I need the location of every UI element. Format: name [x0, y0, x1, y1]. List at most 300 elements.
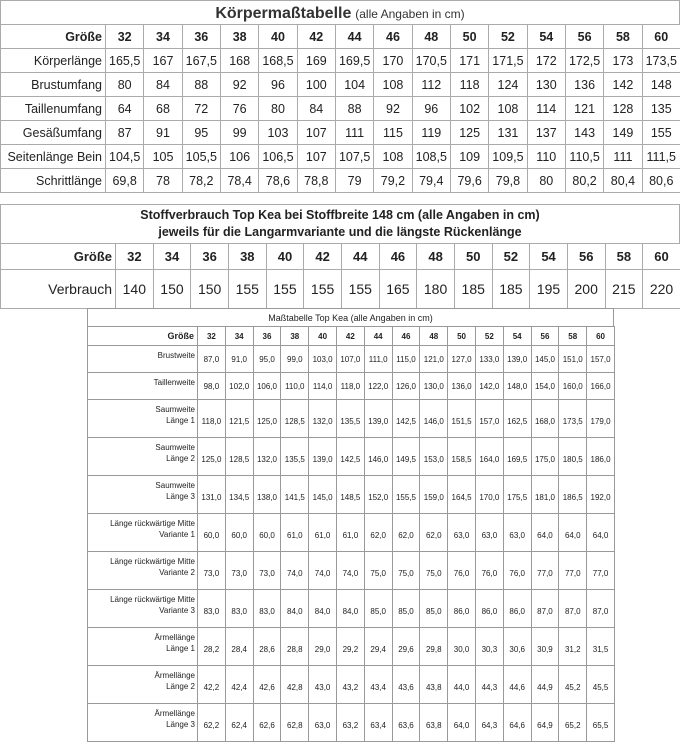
- value-cell: 78,6: [259, 169, 297, 193]
- value-cell: 124: [489, 73, 527, 97]
- value-cell: 73,0: [253, 552, 281, 590]
- row-label-line2: Länge 1: [88, 643, 195, 654]
- row-label-line1: Ärmellänge: [88, 670, 195, 681]
- value-cell: 112: [412, 73, 450, 97]
- row-label-line2: Variante 1: [88, 529, 195, 540]
- value-cell: 45,2: [559, 666, 587, 704]
- value-cell: 155: [266, 270, 304, 309]
- value-cell: 45,5: [587, 666, 615, 704]
- value-cell: 167: [144, 49, 182, 73]
- value-cell: 107: [297, 145, 335, 169]
- value-cell: 111: [604, 145, 642, 169]
- body-measurements-heading: Körpermaßtabelle: [215, 5, 351, 22]
- value-cell: 86,0: [475, 590, 503, 628]
- value-cell: 95: [182, 121, 220, 145]
- size-header-cell: 58: [604, 25, 642, 49]
- value-cell: 63,0: [448, 514, 476, 552]
- value-cell: 29,8: [420, 628, 448, 666]
- value-cell: 155: [304, 270, 342, 309]
- value-cell: 28,2: [198, 628, 226, 666]
- value-cell: 107: [297, 121, 335, 145]
- value-cell: 64,6: [503, 704, 531, 742]
- size-header-cell: 44: [364, 327, 392, 346]
- value-cell: 180,5: [559, 438, 587, 476]
- value-cell: 79,6: [450, 169, 488, 193]
- value-cell: 44,6: [503, 666, 531, 704]
- value-cell: 157,0: [475, 400, 503, 438]
- value-cell: 62,4: [225, 704, 253, 742]
- value-cell: 155: [642, 121, 680, 145]
- value-cell: 63,6: [392, 704, 420, 742]
- value-cell: 63,8: [420, 704, 448, 742]
- size-header-cell: 36: [182, 25, 220, 49]
- size-header-cell: 60: [587, 327, 615, 346]
- size-header-cell: 40: [266, 244, 304, 270]
- value-cell: 29,6: [392, 628, 420, 666]
- value-cell: 148: [642, 73, 680, 97]
- value-cell: 215: [605, 270, 643, 309]
- row-label: [88, 628, 198, 666]
- value-cell: 104,5: [106, 145, 144, 169]
- value-cell: 159,0: [420, 476, 448, 514]
- value-cell: 121: [565, 97, 603, 121]
- value-cell: 78: [144, 169, 182, 193]
- value-cell: 87,0: [587, 590, 615, 628]
- value-cell: 42,8: [281, 666, 309, 704]
- value-cell: 86,0: [503, 590, 531, 628]
- row-label-line1: Ärmellänge: [88, 708, 195, 719]
- value-cell: 28,6: [253, 628, 281, 666]
- value-cell: 155: [341, 270, 379, 309]
- value-cell: 154,0: [531, 373, 559, 400]
- value-cell: 167,5: [182, 49, 220, 73]
- value-cell: 84,0: [281, 590, 309, 628]
- size-header-cell: 32: [106, 25, 144, 49]
- size-header-cell: 34: [225, 327, 253, 346]
- size-header-cell: 60: [642, 25, 680, 49]
- value-cell: 132,0: [309, 400, 337, 438]
- size-header-cell: 50: [448, 327, 476, 346]
- value-cell: 64,0: [559, 514, 587, 552]
- value-cell: 63,0: [309, 704, 337, 742]
- value-cell: 169,5: [335, 49, 373, 73]
- value-cell: 130: [527, 73, 565, 97]
- value-cell: 92: [374, 97, 412, 121]
- body-measurements-note: (alle Angaben in cm): [355, 7, 464, 21]
- table-row: [88, 476, 615, 514]
- row-label: [88, 704, 198, 742]
- row-label-line2: Länge 2: [88, 453, 195, 464]
- size-header-cell: 52: [492, 244, 530, 270]
- value-cell: 108: [489, 97, 527, 121]
- table-row: [88, 346, 615, 373]
- value-cell: 29,4: [364, 628, 392, 666]
- table-row: [88, 704, 615, 742]
- size-header-cell: 44: [335, 25, 373, 49]
- value-cell: 77,0: [531, 552, 559, 590]
- row-label-line1: Saumweite: [88, 480, 195, 491]
- value-cell: 75,0: [392, 552, 420, 590]
- row-label: [88, 400, 198, 438]
- value-cell: 80: [259, 97, 297, 121]
- value-cell: 88: [182, 73, 220, 97]
- value-cell: 186,5: [559, 476, 587, 514]
- value-cell: 64,0: [531, 514, 559, 552]
- value-cell: 139,0: [309, 438, 337, 476]
- value-cell: 142,5: [392, 400, 420, 438]
- body-measurements-title: [0, 0, 680, 24]
- value-cell: 44,9: [531, 666, 559, 704]
- value-cell: 119: [412, 121, 450, 145]
- row-label: [88, 438, 198, 476]
- value-cell: 181,0: [531, 476, 559, 514]
- value-cell: 80: [527, 169, 565, 193]
- value-cell: 88: [335, 97, 373, 121]
- value-cell: 60,0: [198, 514, 226, 552]
- value-cell: 106: [220, 145, 258, 169]
- value-cell: 173: [604, 49, 642, 73]
- value-cell: 162,5: [503, 400, 531, 438]
- value-cell: 132,0: [253, 438, 281, 476]
- row-label-line1: Länge rückwärtige Mitte: [88, 556, 195, 567]
- value-cell: 62,0: [420, 514, 448, 552]
- value-cell: 142,5: [336, 438, 364, 476]
- fabric-consumption-heading-line2: jeweils für die Langarmvariante und die längste Rückenlänge: [1, 224, 679, 241]
- value-cell: 102,0: [225, 373, 253, 400]
- value-cell: 107,0: [336, 346, 364, 373]
- value-cell: 114: [527, 97, 565, 121]
- value-cell: 145,0: [309, 476, 337, 514]
- value-cell: 148,5: [336, 476, 364, 514]
- value-cell: 62,0: [364, 514, 392, 552]
- size-header-cell: 56: [567, 244, 605, 270]
- value-cell: 130,0: [420, 373, 448, 400]
- size-header-cell: 40: [259, 25, 297, 49]
- value-cell: 104: [335, 73, 373, 97]
- size-header-cell: 42: [336, 327, 364, 346]
- row-label: [88, 590, 198, 628]
- size-header-cell: 58: [559, 327, 587, 346]
- size-header-cell: 40: [309, 327, 337, 346]
- value-cell: 76,0: [503, 552, 531, 590]
- value-cell: 73,0: [225, 552, 253, 590]
- value-cell: 151,5: [448, 400, 476, 438]
- table-row: [88, 628, 615, 666]
- value-cell: 42,6: [253, 666, 281, 704]
- value-cell: 43,8: [420, 666, 448, 704]
- value-cell: 85,0: [364, 590, 392, 628]
- value-cell: 87,0: [198, 346, 226, 373]
- row-label: Körperlänge: [1, 49, 106, 73]
- value-cell: 155: [228, 270, 266, 309]
- row-label-line2: Variante 2: [88, 567, 195, 578]
- value-cell: 29,2: [336, 628, 364, 666]
- row-label-line1: Länge rückwärtige Mitte: [88, 518, 195, 529]
- value-cell: 99: [220, 121, 258, 145]
- value-cell: 115,0: [392, 346, 420, 373]
- size-header-cell: 58: [605, 244, 643, 270]
- value-cell: 28,8: [281, 628, 309, 666]
- value-cell: 64,0: [448, 704, 476, 742]
- size-header-cell: 60: [643, 244, 680, 270]
- value-cell: 84,0: [309, 590, 337, 628]
- value-cell: 155,5: [392, 476, 420, 514]
- value-cell: 131,0: [198, 476, 226, 514]
- value-cell: 74,0: [309, 552, 337, 590]
- value-cell: 169,5: [503, 438, 531, 476]
- size-header-label: Größe: [1, 244, 116, 270]
- value-cell: 173,5: [559, 400, 587, 438]
- size-header-cell: 38: [220, 25, 258, 49]
- size-header-cell: 46: [374, 25, 412, 49]
- table-row: [88, 552, 615, 590]
- table-row: [1, 73, 680, 97]
- value-cell: 172,5: [565, 49, 603, 73]
- value-cell: 110,0: [281, 373, 309, 400]
- value-cell: 149: [604, 121, 642, 145]
- value-cell: 109,5: [489, 145, 527, 169]
- value-cell: 28,4: [225, 628, 253, 666]
- value-cell: 146,0: [364, 438, 392, 476]
- value-cell: 135,5: [281, 438, 309, 476]
- size-header-cell: 42: [297, 25, 335, 49]
- value-cell: 65,5: [587, 704, 615, 742]
- size-header-cell: 54: [530, 244, 568, 270]
- value-cell: 145,0: [531, 346, 559, 373]
- value-cell: 164,0: [475, 438, 503, 476]
- table-row: [88, 590, 615, 628]
- size-header-cell: 50: [454, 244, 492, 270]
- size-header-cell: 42: [304, 244, 342, 270]
- table-row: [88, 514, 615, 552]
- value-cell: 110,5: [565, 145, 603, 169]
- value-cell: 135: [642, 97, 680, 121]
- garment-measurements-section: [87, 308, 614, 742]
- size-header-cell: 32: [116, 244, 154, 270]
- value-cell: 136: [565, 73, 603, 97]
- value-cell: 106,5: [259, 145, 297, 169]
- value-cell: 74,0: [281, 552, 309, 590]
- table-row: [88, 666, 615, 704]
- value-cell: 64,9: [531, 704, 559, 742]
- value-cell: 186,0: [587, 438, 615, 476]
- size-header-cell: 36: [253, 327, 281, 346]
- value-cell: 127,0: [448, 346, 476, 373]
- size-header-cell: 56: [565, 25, 603, 49]
- value-cell: 126,0: [392, 373, 420, 400]
- value-cell: 87,0: [559, 590, 587, 628]
- value-cell: 86,0: [448, 590, 476, 628]
- fabric-consumption-table: [0, 243, 680, 309]
- value-cell: 61,0: [336, 514, 364, 552]
- value-cell: 165,5: [106, 49, 144, 73]
- size-header-cell: 48: [412, 25, 450, 49]
- value-cell: 135,5: [336, 400, 364, 438]
- table-row: [1, 270, 680, 309]
- value-cell: 111,0: [364, 346, 392, 373]
- table-header-row: [1, 244, 680, 270]
- value-cell: 133,0: [475, 346, 503, 373]
- row-label: [88, 476, 198, 514]
- value-cell: 87: [106, 121, 144, 145]
- value-cell: 74,0: [336, 552, 364, 590]
- value-cell: 102: [450, 97, 488, 121]
- value-cell: 125,0: [198, 438, 226, 476]
- value-cell: 79,4: [412, 169, 450, 193]
- value-cell: 166,0: [587, 373, 615, 400]
- value-cell: 84,0: [336, 590, 364, 628]
- value-cell: 80,2: [565, 169, 603, 193]
- value-cell: 91: [144, 121, 182, 145]
- value-cell: 77,0: [587, 552, 615, 590]
- value-cell: 43,6: [392, 666, 420, 704]
- row-label-line1: Ärmellänge: [88, 632, 195, 643]
- value-cell: 170,0: [475, 476, 503, 514]
- value-cell: 125,0: [253, 400, 281, 438]
- size-header-cell: 50: [450, 25, 488, 49]
- table-header-row: [88, 327, 615, 346]
- value-cell: 153,0: [420, 438, 448, 476]
- row-label: [88, 346, 198, 373]
- row-label: Taillenumfang: [1, 97, 106, 121]
- size-header-cell: 38: [228, 244, 266, 270]
- value-cell: 63,0: [503, 514, 531, 552]
- value-cell: 121,0: [420, 346, 448, 373]
- value-cell: 105,5: [182, 145, 220, 169]
- value-cell: 63,0: [475, 514, 503, 552]
- value-cell: 77,0: [559, 552, 587, 590]
- value-cell: 150: [153, 270, 191, 309]
- value-cell: 78,2: [182, 169, 220, 193]
- value-cell: 99,0: [281, 346, 309, 373]
- value-cell: 106,0: [253, 373, 281, 400]
- value-cell: 107,5: [335, 145, 373, 169]
- size-header-label: Größe: [1, 25, 106, 49]
- value-cell: 125: [450, 121, 488, 145]
- value-cell: 42,2: [198, 666, 226, 704]
- table-row: [1, 145, 680, 169]
- value-cell: 31,5: [587, 628, 615, 666]
- value-cell: 168,0: [531, 400, 559, 438]
- value-cell: 141,5: [281, 476, 309, 514]
- value-cell: 139,0: [503, 346, 531, 373]
- value-cell: 73,0: [198, 552, 226, 590]
- value-cell: 172: [527, 49, 565, 73]
- value-cell: 128: [604, 97, 642, 121]
- value-cell: 137: [527, 121, 565, 145]
- value-cell: 63,4: [364, 704, 392, 742]
- value-cell: 79,8: [489, 169, 527, 193]
- table-row: [1, 121, 680, 145]
- value-cell: 179,0: [587, 400, 615, 438]
- value-cell: 220: [643, 270, 680, 309]
- value-cell: 128,5: [281, 400, 309, 438]
- row-label: [88, 373, 198, 400]
- value-cell: 152,0: [364, 476, 392, 514]
- value-cell: 139,0: [364, 400, 392, 438]
- value-cell: 118,0: [336, 373, 364, 400]
- row-label-line2: Länge 3: [88, 491, 195, 502]
- value-cell: 170: [374, 49, 412, 73]
- row-label: Gesäßumfang: [1, 121, 106, 145]
- row-label: [88, 666, 198, 704]
- value-cell: 131: [489, 121, 527, 145]
- value-cell: 83,0: [225, 590, 253, 628]
- value-cell: 138,0: [253, 476, 281, 514]
- value-cell: 168: [220, 49, 258, 73]
- value-cell: 111,5: [642, 145, 680, 169]
- value-cell: 148,0: [503, 373, 531, 400]
- size-header-cell: 44: [341, 244, 379, 270]
- value-cell: 61,0: [309, 514, 337, 552]
- value-cell: 62,0: [392, 514, 420, 552]
- value-cell: 134,5: [225, 476, 253, 514]
- value-cell: 80,6: [642, 169, 680, 193]
- size-header-cell: 52: [475, 327, 503, 346]
- row-label-line1: Brustweite: [88, 350, 195, 361]
- value-cell: 142,0: [475, 373, 503, 400]
- size-header-cell: 46: [392, 327, 420, 346]
- row-label: Schrittlänge: [1, 169, 106, 193]
- value-cell: 122,0: [364, 373, 392, 400]
- value-cell: 30,0: [448, 628, 476, 666]
- value-cell: 43,0: [309, 666, 337, 704]
- value-cell: 61,0: [281, 514, 309, 552]
- size-header-cell: 38: [281, 327, 309, 346]
- value-cell: 115: [374, 121, 412, 145]
- value-cell: 98,0: [198, 373, 226, 400]
- value-cell: 43,2: [336, 666, 364, 704]
- value-cell: 110: [527, 145, 565, 169]
- value-cell: 171: [450, 49, 488, 73]
- value-cell: 60,0: [225, 514, 253, 552]
- size-header-cell: 48: [420, 327, 448, 346]
- value-cell: 111: [335, 121, 373, 145]
- value-cell: 30,6: [503, 628, 531, 666]
- size-header-cell: 32: [198, 327, 226, 346]
- value-cell: 91,0: [225, 346, 253, 373]
- value-cell: 44,3: [475, 666, 503, 704]
- size-header-label: Größe: [88, 327, 198, 346]
- table-row: [88, 438, 615, 476]
- row-label: Verbrauch: [1, 270, 116, 309]
- value-cell: 175,5: [503, 476, 531, 514]
- value-cell: 69,8: [106, 169, 144, 193]
- garment-measurements-title: Maßtabelle Top Kea (alle Angaben in cm): [87, 308, 614, 326]
- value-cell: 151,0: [559, 346, 587, 373]
- value-cell: 85,0: [392, 590, 420, 628]
- value-cell: 160,0: [559, 373, 587, 400]
- value-cell: 63,2: [336, 704, 364, 742]
- size-header-cell: 56: [531, 327, 559, 346]
- row-label: [88, 552, 198, 590]
- row-label: [88, 514, 198, 552]
- value-cell: 43,4: [364, 666, 392, 704]
- value-cell: 42,4: [225, 666, 253, 704]
- value-cell: 164,5: [448, 476, 476, 514]
- value-cell: 150: [191, 270, 229, 309]
- value-cell: 65,2: [559, 704, 587, 742]
- row-label: Seitenlänge Bein: [1, 145, 106, 169]
- row-label-line2: Länge 2: [88, 681, 195, 692]
- value-cell: 168,5: [259, 49, 297, 73]
- value-cell: 195: [530, 270, 568, 309]
- value-cell: 64,0: [587, 514, 615, 552]
- value-cell: 170,5: [412, 49, 450, 73]
- table-header-row: [1, 25, 680, 49]
- value-cell: 118,0: [198, 400, 226, 438]
- value-cell: 76,0: [475, 552, 503, 590]
